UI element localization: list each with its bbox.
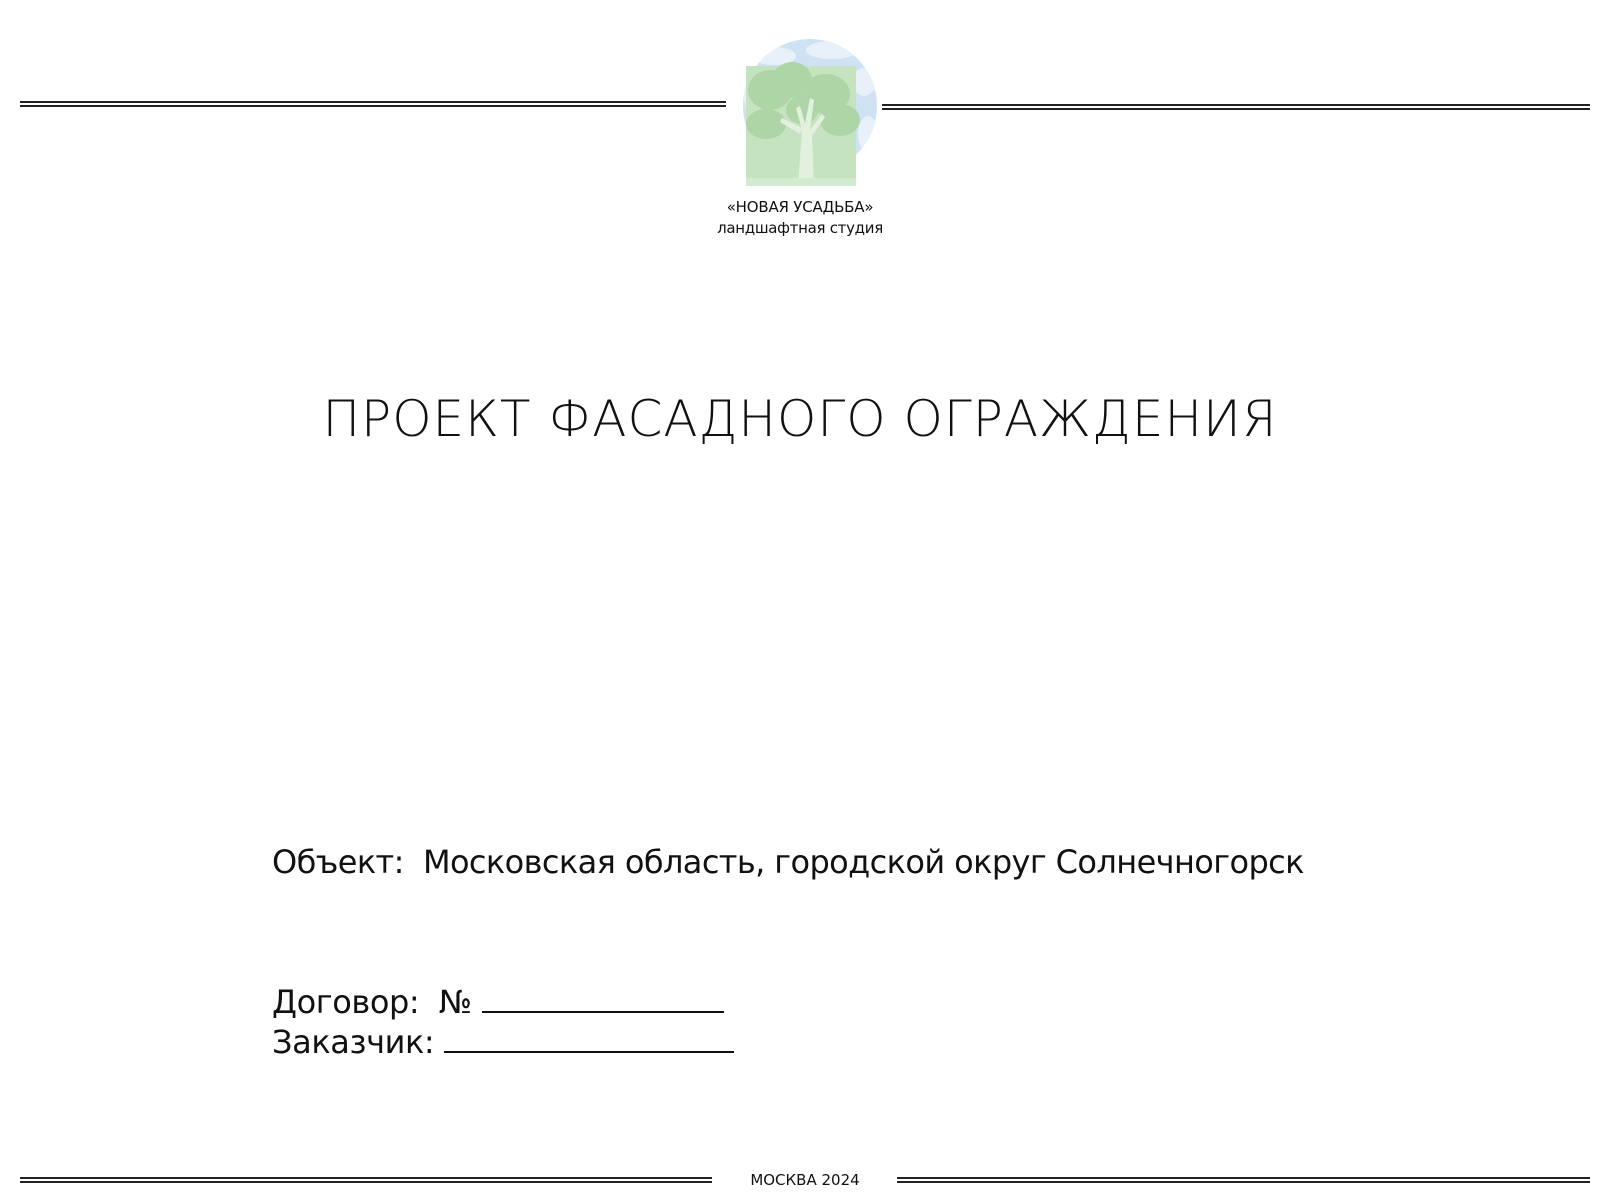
contract-number-blank [482,983,724,1013]
object-line [272,842,1304,882]
tree-logo-icon [740,38,880,188]
studio-subtitle: ландшафтная студия [717,219,883,237]
customer-blank [444,1023,734,1053]
footer-city-year: МОСКВА 2024 [750,1171,860,1189]
customer-label: Заказчик: [272,1023,435,1061]
contract-number-sign: № [438,983,472,1021]
object-label: Объект: [272,843,404,881]
header-rule-right [882,104,1590,110]
header-rule-left [20,101,726,107]
customer-line [272,1022,734,1062]
footer-rule-left [20,1177,712,1183]
document-title: ПРОЕКТ ФАСАДНОГО ОГРАЖДЕНИЯ [322,390,1278,448]
object-value: Московская область, городской округ Солнечногорск [422,843,1304,881]
contract-label: Договор: [272,983,420,1021]
footer-rule-right [897,1177,1590,1183]
contract-line [272,982,724,1022]
studio-name: «НОВАЯ УСАДЬБА» [726,198,874,216]
